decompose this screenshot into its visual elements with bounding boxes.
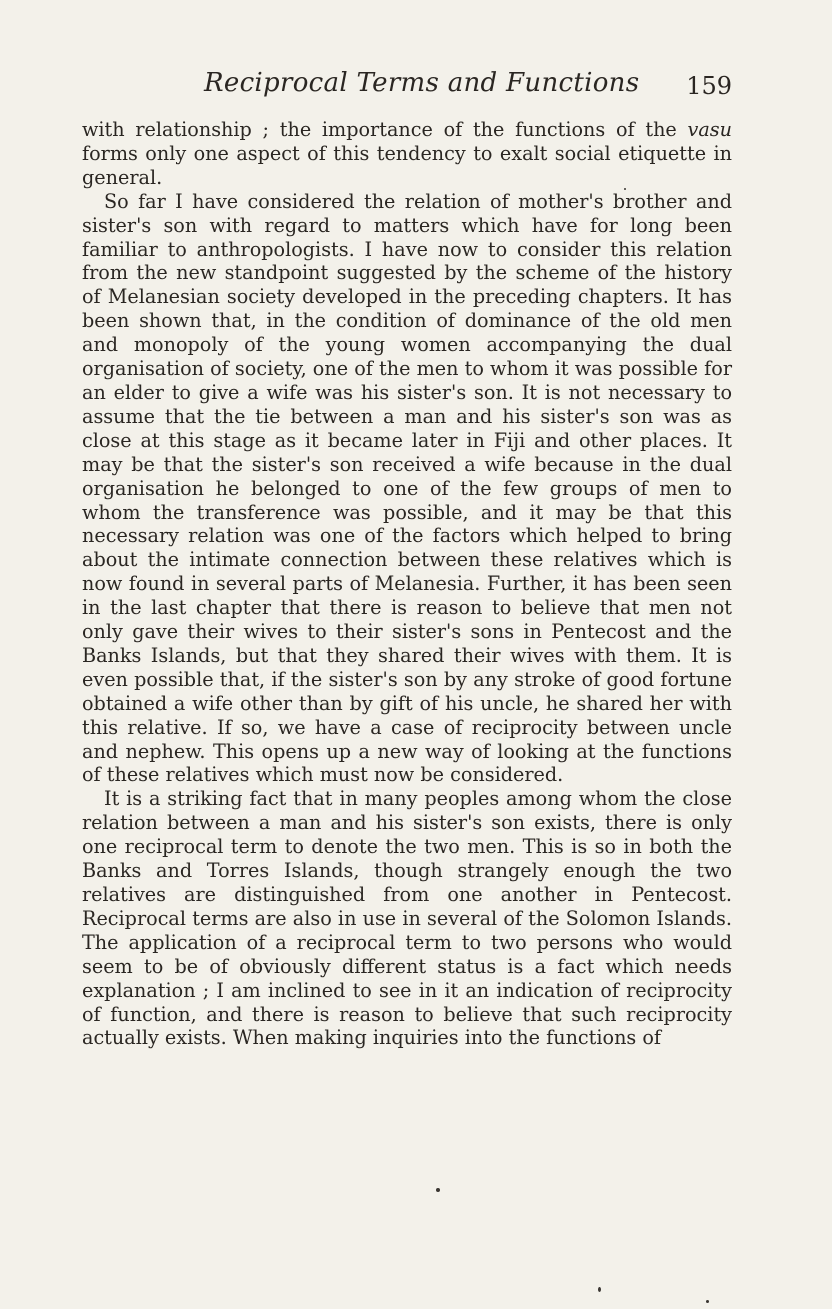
running-title: Reciprocal Terms and Functions (204, 68, 640, 98)
body-text (82, 118, 732, 1050)
paragraph-1-pre: with relationship ; the importance of the functions of the (82, 118, 688, 141)
ink-speck (436, 1188, 440, 1192)
running-header (82, 64, 732, 104)
paragraph-2: So far I have considered the relation of mother's brother and sister's son with regard to matters which have for long been familiar to anthropologists. I have now to consider this relation from the new standpoint suggested by the scheme of the history of Melanesian society developed in the preceding chapters. It has been shown that, in the condition of dominance of the old men and monopoly of the young women accompanying the dual organisation of society, one of the men to whom it was possible for an elder to give a wife was his sister's son. It is not necessary to assume that the tie between a man and his sister's son was as close at this stage as it became later in Fiji and other places. It may be that the sister's son received a wife because in the dual organisation he belonged to one of the few groups of men to whom the transference was possible, and it may be that this necessary relation was one of the factors which helped to bring about the intimate connection between these relatives which is now found in several parts of Melanesia. Further, it has been seen in the last chapter that there is reason to believe that men not only gave their wives to their sister's sons in Pentecost and the Banks Islands, but that they shared their wives with them. It is even possible that, if the sister's son by any stroke of good fortune obtained a wife other than by gift of his uncle, he shared her with this relative. If so, we have a case of reciprocity between uncle and nephew. This opens up a new way of looking at the functions of these relatives which must now be considered. (82, 189, 732, 787)
ink-speck (598, 1287, 601, 1292)
ink-speck (706, 1300, 709, 1303)
paragraph-1-post: forms only one aspect of this tendency to exalt social etiquette in general. (82, 141, 732, 189)
paragraph-3: It is a striking fact that in many peoples among whom the close relation between a man and his sister's son exists, there is only one reciprocal term to denote the two men. This is so in both the Banks and Torres Islands, though strangely enough the two relatives are distinguished from one another in Pentecost. Reciprocal terms are also in use in several of the Solomon Islands. The application of a reciprocal term to two persons who would seem to be of obviously different status is a fact which needs explanation ; I am inclined to see in it an indication of reciprocity of function, and there is reason to believe that such reciprocity actually exists. When making inquiries into the functions of (82, 787, 732, 1050)
ink-speck (624, 188, 626, 190)
vasu-term: vasu (687, 118, 732, 141)
paragraph-1 (82, 118, 732, 190)
page-number: 159 (686, 72, 732, 100)
